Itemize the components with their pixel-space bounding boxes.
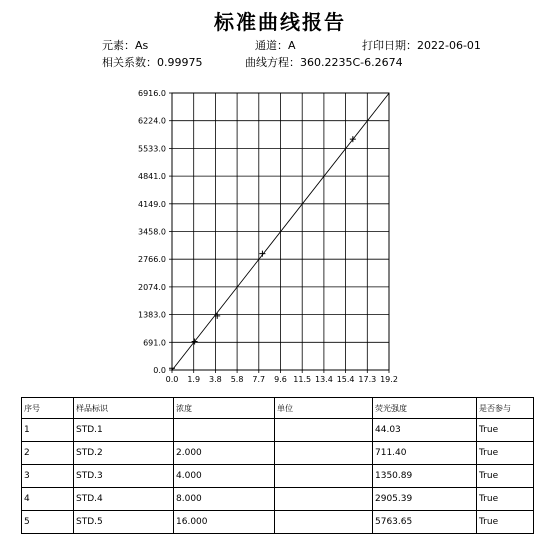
table-row[interactable] [22, 419, 534, 442]
x-tick-label: 3.8 [209, 375, 222, 384]
y-tick-label: 0.0 [153, 366, 166, 375]
cell-sample-id: STD.1 [74, 419, 174, 442]
cell-sample-id: STD.4 [74, 488, 174, 511]
cell-included: True [477, 488, 534, 511]
cell-sample-id: STD.2 [74, 442, 174, 465]
cell-concentration: 2.000 [174, 442, 275, 465]
cell-concentration: 16.000 [174, 511, 275, 534]
x-tick-label: 5.8 [230, 375, 244, 384]
cell-concentration [174, 419, 275, 442]
cell-intensity: 5763.65 [373, 511, 477, 534]
header-included: 是否参与 [477, 398, 534, 419]
table-row[interactable] [22, 511, 534, 534]
header-intensity: 荧光强度 [373, 398, 477, 419]
cell-sample-id: STD.5 [74, 511, 174, 534]
cell-intensity: 1350.89 [373, 465, 477, 488]
table-row[interactable] [22, 465, 534, 488]
cell-unit [275, 465, 373, 488]
x-tick-label: 17.3 [358, 375, 377, 384]
channel-label: 通道：A [255, 39, 296, 52]
equation-label: 曲线方程：360.2235C-6.2674 [245, 56, 403, 69]
correlation-label: 相关系数：0.99975 [102, 56, 203, 69]
y-tick-label: 2074.0 [138, 282, 166, 292]
x-tick-label: 11.5 [293, 375, 312, 384]
table-row[interactable] [22, 488, 534, 511]
table-header-row [22, 398, 534, 419]
y-tick-label: 5533.0 [138, 144, 166, 154]
x-tick-label: 7.7 [252, 375, 266, 384]
x-tick-label: 15.4 [336, 375, 355, 384]
cell-index: 2 [22, 442, 74, 465]
x-tick-label: 13.4 [314, 375, 333, 384]
y-tick-label: 691.0 [143, 338, 166, 348]
cell-unit [275, 442, 373, 465]
cell-concentration: 4.000 [174, 465, 275, 488]
y-tick-label: 6916.0 [138, 89, 166, 98]
y-tick-label: 2766.0 [138, 255, 166, 265]
cell-intensity: 2905.39 [373, 488, 477, 511]
cell-unit [275, 419, 373, 442]
cell-intensity: 44.03 [373, 419, 477, 442]
header-sample-id: 样品标识 [74, 398, 174, 419]
cell-index: 3 [22, 465, 74, 488]
header-index: 序号 [22, 398, 74, 419]
chart-ticks [138, 89, 398, 384]
cell-concentration: 8.000 [174, 488, 275, 511]
header-unit: 单位 [275, 398, 373, 419]
cell-included: True [477, 465, 534, 488]
y-tick-label: 3458.0 [138, 227, 166, 237]
element-label: 元素：As [102, 39, 149, 52]
calibration-chart [0, 80, 560, 390]
table-row[interactable] [22, 442, 534, 465]
cell-unit [275, 488, 373, 511]
y-tick-label: 4841.0 [138, 172, 166, 182]
y-tick-label: 4149.0 [138, 199, 166, 209]
print-date-label: 打印日期：2022-06-01 [362, 39, 481, 52]
y-tick-label: 6224.0 [138, 116, 166, 126]
cell-index: 4 [22, 488, 74, 511]
cell-index: 5 [22, 511, 74, 534]
cell-sample-id: STD.3 [74, 465, 174, 488]
report-title: 标准曲线报告 [214, 10, 346, 34]
y-tick-label: 1383.0 [138, 310, 166, 320]
x-tick-label: 1.9 [187, 375, 201, 384]
cell-included: True [477, 511, 534, 534]
x-tick-label: 19.2 [380, 375, 398, 384]
x-tick-label: 9.6 [274, 375, 287, 384]
header-concentration: 浓度 [174, 398, 275, 419]
cell-index: 1 [22, 419, 74, 442]
cell-unit [275, 511, 373, 534]
x-tick-label: 0.0 [165, 375, 179, 384]
standards-table [21, 397, 534, 534]
cell-included: True [477, 442, 534, 465]
cell-intensity: 711.40 [373, 442, 477, 465]
cell-included: True [477, 419, 534, 442]
